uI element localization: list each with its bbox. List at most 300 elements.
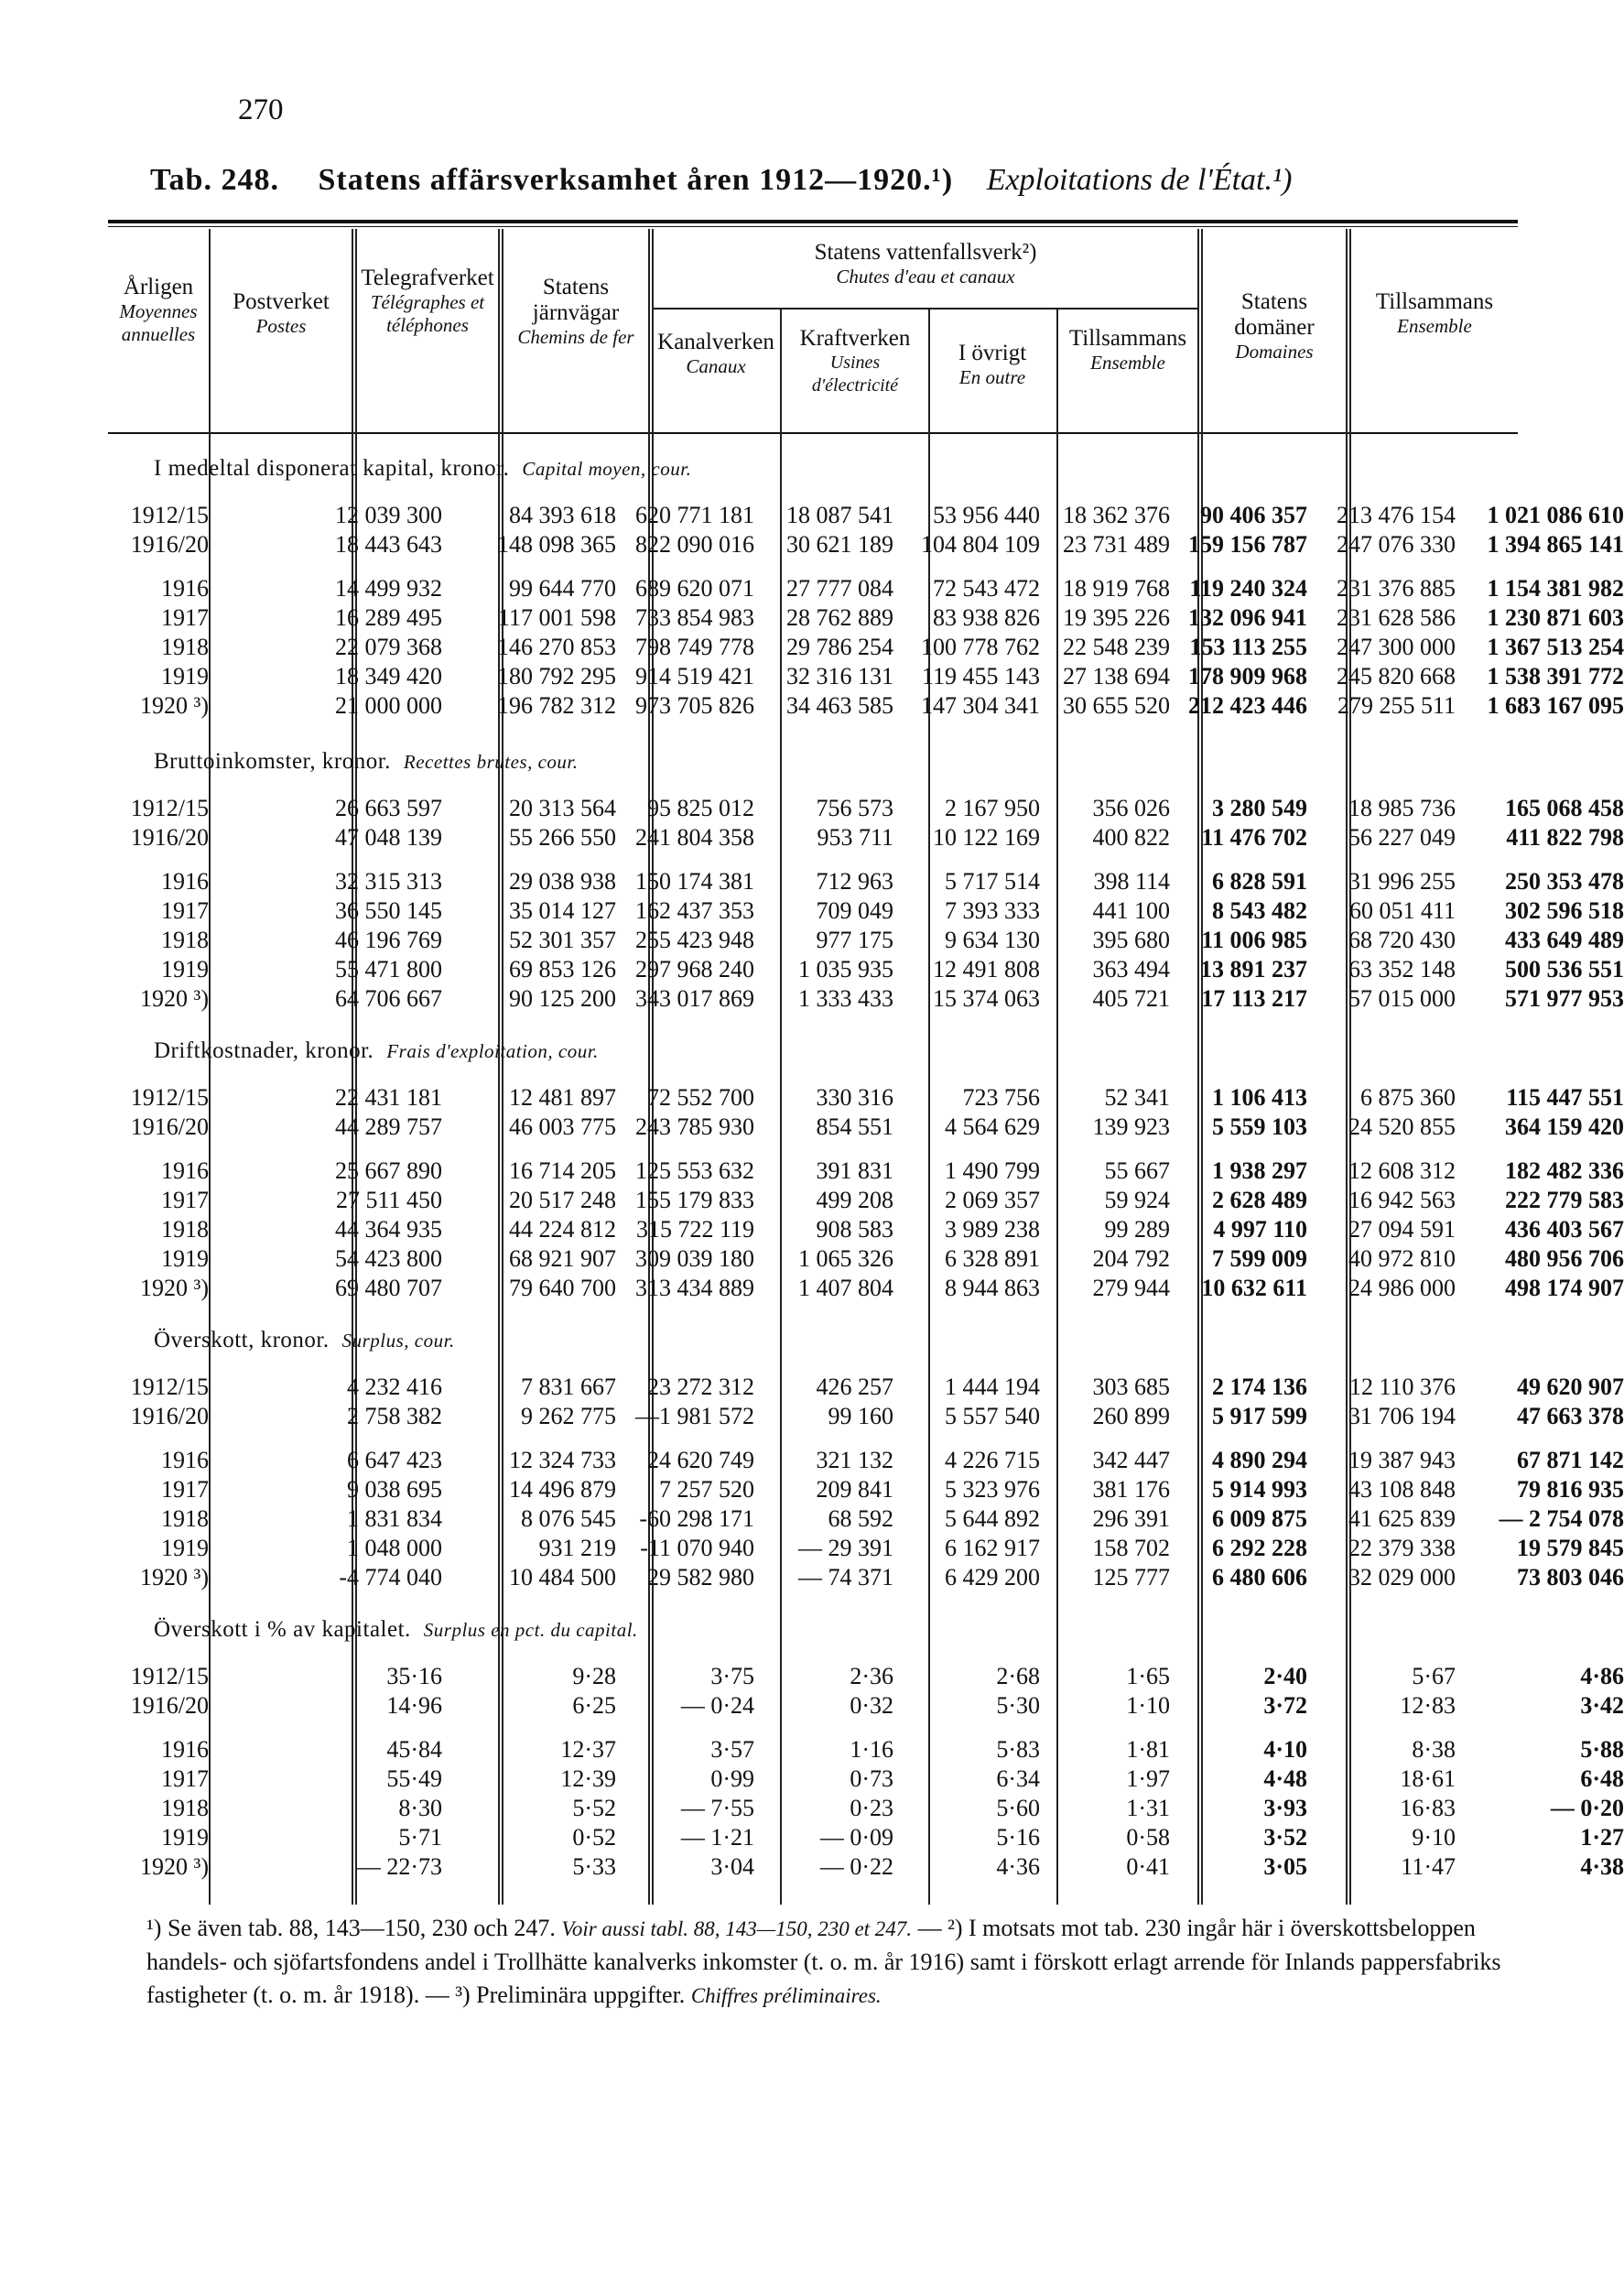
table-cell: 46 196 769: [335, 927, 442, 953]
table-cell: 11 006 985: [1201, 927, 1307, 953]
table-cell: 12 039 300: [335, 502, 442, 528]
header-rail: [505, 275, 646, 349]
table-cell: 90 125 200: [509, 985, 616, 1012]
table-cell: 22 431 181: [335, 1084, 442, 1111]
table-cell: 27 777 084: [786, 575, 893, 602]
table-cell: -11 070 940: [640, 1535, 754, 1561]
row-year: 1919: [161, 1245, 209, 1272]
table-cell: 24 986 000: [1348, 1275, 1456, 1301]
table-cell: 381 176: [1092, 1476, 1170, 1503]
table-cell: 426 257: [816, 1374, 893, 1400]
header-tele-fr: Télégraphes et téléphones: [370, 291, 485, 336]
table-cell: 16·83: [1400, 1795, 1456, 1821]
table-cell: 5 644 892: [945, 1505, 1040, 1532]
table-cell: 5 323 976: [945, 1476, 1040, 1503]
top-rule-thin: [108, 226, 1518, 227]
table-cell: 125 777: [1092, 1564, 1170, 1591]
table-cell: 19 387 943: [1348, 1447, 1456, 1473]
row-year: 1912/15: [130, 1663, 209, 1689]
table-cell: 302 596 518: [1505, 897, 1624, 924]
table-cell: 1 831 834: [347, 1505, 442, 1532]
table-cell: 4·10: [1263, 1736, 1307, 1763]
table-cell: 18 985 736: [1348, 795, 1456, 821]
header-tillsammans-vatten: [1060, 326, 1196, 375]
header-till1-fr: Ensemble: [1090, 352, 1165, 374]
header-kraft-fr2: d'électricité: [811, 375, 899, 396]
table-cell: 3·57: [710, 1736, 754, 1763]
table-cell: 146 270 853: [497, 634, 616, 660]
table-cell: 53 956 440: [933, 502, 1040, 528]
header-post-fr: Postes: [255, 315, 307, 337]
table-cell: 1 154 381 982: [1487, 575, 1624, 602]
table-cell: 46 003 775: [509, 1113, 616, 1140]
table-cell: 6·25: [572, 1692, 616, 1719]
table-cell: 1 035 935: [798, 956, 893, 983]
table-cell: 55 471 800: [335, 956, 442, 983]
header-rule: [108, 432, 1518, 434]
table-cell: 24 620 749: [647, 1447, 754, 1473]
row-year: 1916/20: [130, 824, 209, 851]
table-cell: 433 649 489: [1505, 927, 1624, 953]
footnotes: [146, 1912, 1520, 2013]
table-cell: 953 711: [817, 824, 893, 851]
table-cell: 914 519 421: [635, 663, 754, 689]
row-year: 1917: [161, 1476, 209, 1503]
table-cell: 411 822 798: [1506, 824, 1624, 851]
header-rail-sv: Statens järnvägar: [532, 275, 620, 325]
row-year: 1918: [161, 1216, 209, 1243]
table-cell: 73 803 046: [1517, 1564, 1624, 1591]
table-cell: 44 289 757: [335, 1113, 442, 1140]
table-cell: 119 240 324: [1189, 575, 1307, 602]
table-cell: 321 132: [816, 1447, 893, 1473]
table-cell: 0·32: [850, 1692, 893, 1719]
table-cell: 55 667: [1104, 1157, 1170, 1184]
table-cell: 27 094 591: [1348, 1216, 1456, 1243]
table-cell: 798 749 778: [635, 634, 754, 660]
table-cell: 689 620 071: [635, 575, 754, 602]
row-year: 1912/15: [130, 795, 209, 821]
table-cell: 12·39: [560, 1765, 616, 1792]
table-cell: 90 406 357: [1200, 502, 1307, 528]
table-cell: 12 481 897: [509, 1084, 616, 1111]
table-cell: 1 367 513 254: [1487, 634, 1624, 660]
table-cell: — 7·55: [680, 1795, 754, 1821]
col-line: [1349, 229, 1351, 1905]
table-number: Tab. 248.: [150, 163, 279, 197]
table-cell: 55 266 550: [509, 824, 616, 851]
table-cell: 3·52: [1263, 1824, 1307, 1851]
table-cell: 180 792 295: [497, 663, 616, 689]
table-cell: 12·37: [560, 1736, 616, 1763]
table-cell: 79 640 700: [509, 1275, 616, 1301]
table-cell: 3·72: [1263, 1692, 1307, 1719]
table-cell: — 1·21: [680, 1824, 754, 1851]
table-cell: 31 706 194: [1348, 1403, 1456, 1429]
table-cell: 12 324 733: [509, 1447, 616, 1473]
table-cell: 973 705 826: [635, 692, 754, 719]
table-cell: 854 551: [816, 1113, 893, 1140]
table-cell: 756 573: [816, 795, 893, 821]
table-cell: 250 353 478: [1505, 868, 1624, 895]
table-cell: 23 731 489: [1063, 531, 1170, 558]
table-cell: 1 394 865 141: [1487, 531, 1624, 558]
table-cell: 2 174 136: [1212, 1374, 1307, 1400]
table-cell: 6 162 917: [945, 1535, 1040, 1561]
row-year: 1917: [161, 1187, 209, 1213]
table-cell: 18 443 643: [335, 531, 442, 558]
table-cell: 18 087 541: [786, 502, 893, 528]
table-cell: 35 014 127: [509, 897, 616, 924]
table-cell: 11 476 702: [1201, 824, 1307, 851]
table-cell: 84 393 618: [509, 502, 616, 528]
table-cell: 2·36: [850, 1663, 893, 1689]
table-cell: 10 484 500: [509, 1564, 616, 1591]
table-cell: 159 156 787: [1188, 531, 1307, 558]
row-year: 1917: [161, 604, 209, 631]
table-cell: 83 938 826: [933, 604, 1040, 631]
table-cell: 7 257 520: [659, 1476, 754, 1503]
table-cell: 72 552 700: [647, 1084, 754, 1111]
table-cell: 8 944 863: [945, 1275, 1040, 1301]
table-cell: 4 232 416: [347, 1374, 442, 1400]
section-heading: [154, 1617, 638, 1643]
table-cell: 20 517 248: [509, 1187, 616, 1213]
table-cell: 29 038 938: [509, 868, 616, 895]
table-cell: 14·96: [386, 1692, 442, 1719]
table-cell: 35·16: [386, 1663, 442, 1689]
table-cell: 222 779 583: [1505, 1187, 1624, 1213]
table-cell: 405 721: [1092, 985, 1170, 1012]
table-cell: 1 065 326: [798, 1245, 893, 1272]
row-year: 1916/20: [130, 1692, 209, 1719]
table-cell: 148 098 365: [497, 531, 616, 558]
table-cell: 315 722 119: [635, 1216, 754, 1243]
table-cell: 1·16: [850, 1736, 893, 1763]
table-cell: 104 804 109: [921, 531, 1040, 558]
table-cell: 0·73: [850, 1765, 893, 1792]
table-cell: 1 021 086 610: [1487, 502, 1624, 528]
table-cell: 241 804 358: [635, 824, 754, 851]
header-vattenfall: [655, 240, 1196, 288]
row-year: 1917: [161, 897, 209, 924]
table-cell: 68 921 907: [509, 1245, 616, 1272]
section-heading: [154, 1038, 599, 1064]
table-cell: 34 463 585: [786, 692, 893, 719]
table-cell: 147 304 341: [921, 692, 1040, 719]
table-cell: 309 039 180: [635, 1245, 754, 1272]
header-kanal: [654, 330, 778, 378]
table-cell: 5·60: [996, 1795, 1040, 1821]
header-kanal-sv: Kanalverken: [657, 330, 774, 354]
table-cell: 0·41: [1126, 1853, 1170, 1880]
row-year: 1920 ³): [140, 1853, 209, 1880]
table-cell: 908 583: [816, 1216, 893, 1243]
section-heading: [154, 456, 691, 482]
table-cell: 132 096 941: [1188, 604, 1307, 631]
table-cell: 620 771 181: [635, 502, 754, 528]
table-cell: 158 702: [1092, 1535, 1170, 1561]
table-cell: 342 447: [1092, 1447, 1170, 1473]
table-cell: 5·88: [1580, 1736, 1624, 1763]
table-cell: 22 079 368: [335, 634, 442, 660]
table-cell: 68 592: [828, 1505, 893, 1532]
table-cell: 162 437 353: [635, 897, 754, 924]
table-cell: 30 655 520: [1063, 692, 1170, 719]
table-cell: 5·52: [572, 1795, 616, 1821]
table-cell: 18 919 768: [1063, 575, 1170, 602]
section-heading-sv: Bruttoinkomster, kronor.: [154, 749, 391, 774]
table-cell: 21 000 000: [335, 692, 442, 719]
table-cell: 2 069 357: [945, 1187, 1040, 1213]
header-kraft-fr1: Usines: [829, 353, 881, 373]
row-year: 1912/15: [130, 1084, 209, 1111]
table-cell: 23 272 312: [647, 1374, 754, 1400]
table-cell: 212 423 446: [1188, 692, 1307, 719]
table-cell: 8·38: [1412, 1736, 1456, 1763]
table-cell: 3·42: [1580, 1692, 1624, 1719]
header-year: [110, 275, 207, 346]
footnote-1: ¹) Se även tab. 88, 143—150, 230 och 247.: [146, 1915, 556, 1941]
table-cell: 391 831: [816, 1157, 893, 1184]
table-cell: 41 625 839: [1348, 1505, 1456, 1532]
table-cell: — 0·09: [819, 1824, 893, 1851]
table-cell: 303 685: [1092, 1374, 1170, 1400]
row-year: 1916: [161, 868, 209, 895]
row-year: 1916/20: [130, 1403, 209, 1429]
table-cell: 7 599 009: [1212, 1245, 1307, 1272]
table-cell: 52 341: [1104, 1084, 1170, 1111]
table-cell: —1 981 572: [635, 1403, 754, 1429]
table-cell: 9 262 775: [521, 1403, 616, 1429]
table-cell: 2 628 489: [1212, 1187, 1307, 1213]
table-cell: 709 049: [816, 897, 893, 924]
table-cell: 178 909 968: [1188, 663, 1307, 689]
row-year: 1912/15: [130, 1374, 209, 1400]
table-cell: 395 680: [1092, 927, 1170, 953]
table-cell: 279 255 511: [1337, 692, 1456, 719]
table-cell: 6 828 591: [1212, 868, 1307, 895]
table-cell: 1·97: [1126, 1765, 1170, 1792]
table-cell: 54 423 800: [335, 1245, 442, 1272]
table-cell: — 74 371: [798, 1564, 893, 1591]
table-cell: 1·10: [1126, 1692, 1170, 1719]
header-vatten-sv: Statens vattenfallsverk²): [814, 240, 1037, 265]
row-year: 1919: [161, 1535, 209, 1561]
section-heading-fr: Capital moyen, cour.: [522, 458, 692, 480]
row-year: 1918: [161, 927, 209, 953]
table-cell: 247 076 330: [1337, 531, 1456, 558]
table-cell: 1 106 413: [1212, 1084, 1307, 1111]
table-cell: 733 854 983: [635, 604, 754, 631]
row-year: 1912/15: [130, 502, 209, 528]
table-cell: 6 328 891: [945, 1245, 1040, 1272]
table-cell: 0·99: [710, 1765, 754, 1792]
header-domaner: [1205, 289, 1344, 364]
table-cell: 6 429 200: [945, 1564, 1040, 1591]
header-kanal-fr: Canaux: [686, 355, 746, 377]
table-cell: 5·16: [996, 1824, 1040, 1851]
table-cell: 196 782 312: [497, 692, 616, 719]
table-cell: — 22·73: [356, 1853, 442, 1880]
table-cell: 364 159 420: [1505, 1113, 1624, 1140]
section-heading-sv: Överskott, kronor.: [154, 1328, 330, 1352]
table-cell: 2 167 950: [945, 795, 1040, 821]
footnote-1-fr: Voir aussi tabl. 88, 143—150, 230 et 247.: [561, 1917, 913, 1940]
col-line: [1201, 229, 1203, 1905]
table-cell: 243 785 930: [635, 1113, 754, 1140]
table-cell: 10 632 611: [1201, 1275, 1307, 1301]
header-rail-fr: Chemins de fer: [517, 326, 634, 348]
table-cell: 139 923: [1092, 1113, 1170, 1140]
table-cell: 9·10: [1412, 1824, 1456, 1851]
table-cell: 1 490 799: [945, 1157, 1040, 1184]
table-cell: 31 996 255: [1348, 868, 1456, 895]
table-cell: 44 364 935: [335, 1216, 442, 1243]
table-cell: 25 667 890: [335, 1157, 442, 1184]
header-ovrigt-sv: I övrigt: [958, 341, 1027, 365]
table-cell: 0·52: [572, 1824, 616, 1851]
table-cell: 8 076 545: [521, 1505, 616, 1532]
table-cell: 500 536 551: [1505, 956, 1624, 983]
table-cell: — 2 754 078: [1499, 1505, 1624, 1532]
table-cell: 99 160: [828, 1403, 893, 1429]
table-cell: 5 914 993: [1212, 1476, 1307, 1503]
table-cell: 12 608 312: [1348, 1157, 1456, 1184]
table-cell: 119 455 143: [921, 663, 1040, 689]
header-kraft-sv: Kraftverken: [799, 326, 911, 351]
table-cell: 5 557 540: [945, 1403, 1040, 1429]
col-line: [1197, 229, 1199, 1905]
table-cell: 40 972 810: [1348, 1245, 1456, 1272]
table-cell: 6 009 875: [1212, 1505, 1307, 1532]
table-cell: 260 899: [1092, 1403, 1170, 1429]
table-cell: 155 179 833: [635, 1187, 754, 1213]
page-number: 270: [238, 93, 284, 126]
table-cell: 6 647 423: [347, 1447, 442, 1473]
header-tillsammans-total: [1353, 289, 1516, 338]
section-heading: [154, 749, 579, 775]
row-year: 1919: [161, 663, 209, 689]
table-cell: 18 362 376: [1063, 502, 1170, 528]
table-cell: 29 582 980: [647, 1564, 754, 1591]
table-cell: 480 956 706: [1505, 1245, 1624, 1272]
table-cell: 2·40: [1263, 1663, 1307, 1689]
table-cell: 279 944: [1092, 1275, 1170, 1301]
row-year: 1916: [161, 1736, 209, 1763]
table-cell: 9 038 695: [347, 1476, 442, 1503]
row-year: 1918: [161, 1505, 209, 1532]
table-cell: 977 175: [816, 927, 893, 953]
table-cell: 12 491 808: [933, 956, 1040, 983]
table-cell: 6·48: [1580, 1765, 1624, 1792]
table-cell: 29 786 254: [786, 634, 893, 660]
table-cell: 44 224 812: [509, 1216, 616, 1243]
table-cell: 231 628 586: [1337, 604, 1456, 631]
table-cell: 22 379 338: [1348, 1535, 1456, 1561]
table-cell: 27 511 450: [335, 1187, 442, 1213]
table-cell: 67 871 142: [1517, 1447, 1624, 1473]
table-cell: — 0·20: [1550, 1795, 1624, 1821]
header-till2-sv: Tillsammans: [1375, 289, 1494, 314]
table-cell: 436 403 567: [1505, 1216, 1624, 1243]
table-cell: — 0·24: [680, 1692, 754, 1719]
row-year: 1916: [161, 1447, 209, 1473]
section-heading-sv: Överskott i % av kapitalet.: [154, 1617, 411, 1642]
table-cell: 15 374 063: [933, 985, 1040, 1012]
table-cell: — 0·22: [819, 1853, 893, 1880]
table-cell: 6·34: [996, 1765, 1040, 1792]
table-cell: -4 774 040: [339, 1564, 442, 1591]
table-cell: 165 068 458: [1505, 795, 1624, 821]
table-cell: 18 349 420: [335, 663, 442, 689]
row-year: 1919: [161, 1824, 209, 1851]
row-year: 1917: [161, 1765, 209, 1792]
table-cell: 49 620 907: [1517, 1374, 1624, 1400]
table-cell: 1 538 391 772: [1487, 663, 1624, 689]
table-cell: 297 968 240: [635, 956, 754, 983]
row-year: 1919: [161, 956, 209, 983]
title-french: Exploitations de l'État.¹): [986, 163, 1293, 197]
table-cell: 822 090 016: [635, 531, 754, 558]
table-cell: 1 407 804: [798, 1275, 893, 1301]
table-cell: 330 316: [816, 1084, 893, 1111]
table-cell: 4 564 629: [945, 1113, 1040, 1140]
row-year: 1916: [161, 1157, 209, 1184]
table-cell: 10 122 169: [933, 824, 1040, 851]
header-tele: [359, 266, 496, 337]
table-cell: 68 720 430: [1348, 927, 1456, 953]
table-cell: 3·93: [1263, 1795, 1307, 1821]
table-cell: 20 313 564: [509, 795, 616, 821]
table-cell: 356 026: [1092, 795, 1170, 821]
header-year-fr: Moyennes annuelles: [119, 300, 198, 345]
vatten-rule: [652, 308, 1197, 309]
section-heading-sv: Driftkostnader, kronor.: [154, 1038, 374, 1063]
table-cell: 296 391: [1092, 1505, 1170, 1532]
table-cell: 47 048 139: [335, 824, 442, 851]
table-cell: 498 174 907: [1505, 1275, 1624, 1301]
row-year: 1916: [161, 575, 209, 602]
table-cell: 4·86: [1580, 1663, 1624, 1689]
table-cell: 182 482 336: [1505, 1157, 1624, 1184]
table-cell: 17 113 217: [1201, 985, 1307, 1012]
table-cell: 1·27: [1580, 1824, 1624, 1851]
table-cell: 499 208: [816, 1187, 893, 1213]
table-cell: 5 917 599: [1212, 1403, 1307, 1429]
header-till1-sv: Tillsammans: [1068, 326, 1187, 351]
table-cell: 1 683 167 095: [1487, 692, 1624, 719]
table-cell: 19 395 226: [1063, 604, 1170, 631]
table-cell: 99 644 770: [509, 575, 616, 602]
section-heading-fr: Surplus en pct. du capital.: [423, 1619, 638, 1641]
table-cell: 8·30: [398, 1795, 442, 1821]
table-cell: 36 550 145: [335, 897, 442, 924]
table-cell: 69 480 707: [335, 1275, 442, 1301]
table-cell: 45·84: [386, 1736, 442, 1763]
table-cell: 3·75: [710, 1663, 754, 1689]
row-year: 1916/20: [130, 531, 209, 558]
table-cell: 43 108 848: [1348, 1476, 1456, 1503]
table-cell: 712 963: [816, 868, 893, 895]
table-cell: 1 230 871 603: [1487, 604, 1624, 631]
table-cell: 7 393 333: [945, 897, 1040, 924]
table-cell: 72 543 472: [933, 575, 1040, 602]
table-cell: 4 890 294: [1212, 1447, 1307, 1473]
header-post: [212, 289, 350, 338]
table-cell: 69 853 126: [509, 956, 616, 983]
table-cell: 3·04: [710, 1853, 754, 1880]
